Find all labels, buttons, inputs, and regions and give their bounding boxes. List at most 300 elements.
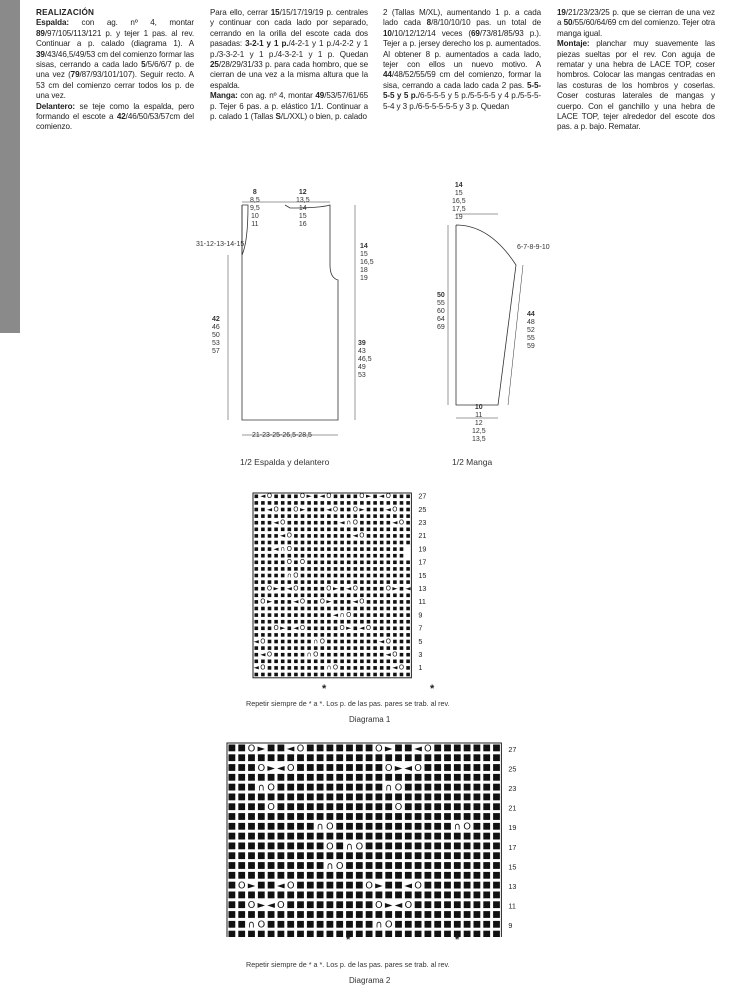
purl-stitch-symbol bbox=[261, 646, 265, 650]
purl-stitch-symbol bbox=[444, 745, 451, 752]
purl-stitch-symbol bbox=[387, 547, 391, 551]
purl-stitch-symbol bbox=[255, 521, 259, 525]
purl-stitch-symbol bbox=[493, 745, 500, 752]
purl-stitch-symbol bbox=[334, 673, 338, 677]
purl-stitch-symbol bbox=[393, 574, 397, 578]
purl-stitch-symbol bbox=[281, 501, 285, 505]
purl-stitch-symbol bbox=[464, 843, 471, 850]
purl-stitch-symbol bbox=[297, 862, 304, 869]
purl-stitch-symbol bbox=[307, 901, 314, 908]
purl-stitch-symbol bbox=[434, 833, 441, 840]
purl-stitch-symbol bbox=[434, 823, 441, 830]
purl-stitch-symbol bbox=[385, 774, 392, 781]
purl-stitch-symbol bbox=[415, 833, 422, 840]
row-number: 7 bbox=[418, 623, 423, 633]
decrease-symbol: ◄ bbox=[352, 531, 358, 540]
purl-stitch-symbol bbox=[385, 931, 392, 937]
purl-stitch-symbol bbox=[405, 852, 412, 859]
purl-stitch-symbol bbox=[261, 594, 265, 598]
purl-stitch-symbol bbox=[385, 794, 392, 801]
purl-stitch-symbol bbox=[334, 580, 338, 584]
purl-stitch-symbol bbox=[367, 666, 371, 670]
purl-stitch-symbol bbox=[360, 646, 364, 650]
purl-stitch-symbol bbox=[493, 862, 500, 869]
purl-stitch-symbol bbox=[434, 764, 441, 771]
purl-stitch-symbol bbox=[444, 784, 451, 791]
purl-stitch-symbol bbox=[464, 764, 471, 771]
purl-stitch-symbol bbox=[229, 833, 236, 840]
purl-stitch-symbol bbox=[434, 774, 441, 781]
purl-stitch-symbol bbox=[356, 931, 363, 937]
purl-stitch-symbol bbox=[347, 508, 351, 512]
purl-stitch-symbol bbox=[307, 921, 314, 928]
purl-stitch-symbol bbox=[366, 803, 373, 810]
purl-stitch-symbol bbox=[281, 646, 285, 650]
purl-stitch-symbol bbox=[229, 823, 236, 830]
purl-stitch-symbol bbox=[444, 892, 451, 899]
purl-stitch-symbol bbox=[314, 567, 318, 571]
purl-stitch-symbol bbox=[307, 508, 311, 512]
purl-stitch-symbol bbox=[464, 745, 471, 752]
yarn-over-symbol: O bbox=[247, 900, 256, 912]
purl-stitch-symbol bbox=[334, 646, 338, 650]
purl-stitch-symbol bbox=[248, 803, 255, 810]
yarn-over-symbol: O bbox=[319, 637, 325, 646]
yarn-over-symbol: O bbox=[385, 492, 391, 501]
total-length-label: 42 46 50 53 57 bbox=[212, 316, 220, 355]
purl-stitch-symbol bbox=[255, 528, 259, 532]
yarn-over-symbol: O bbox=[299, 558, 306, 567]
row-number: 25 bbox=[418, 504, 427, 514]
purl-stitch-symbol bbox=[425, 921, 432, 928]
purl-stitch-symbol bbox=[287, 852, 294, 859]
purl-stitch-symbol bbox=[294, 501, 298, 505]
purl-stitch-symbol bbox=[281, 561, 285, 565]
purl-stitch-symbol bbox=[376, 931, 383, 937]
purl-stitch-symbol bbox=[248, 872, 255, 879]
purl-stitch-symbol bbox=[454, 813, 461, 820]
yarn-over-symbol: O bbox=[392, 650, 398, 659]
purl-stitch-symbol bbox=[274, 574, 278, 578]
purl-stitch-symbol bbox=[400, 541, 404, 545]
purl-stitch-symbol bbox=[406, 627, 410, 631]
purl-stitch-symbol bbox=[336, 784, 343, 791]
purl-stitch-symbol bbox=[294, 666, 298, 670]
purl-stitch-symbol bbox=[356, 754, 363, 761]
purl-stitch-symbol bbox=[483, 901, 490, 908]
purl-stitch-symbol bbox=[278, 921, 285, 928]
purl-stitch-symbol bbox=[307, 594, 311, 598]
purl-stitch-symbol bbox=[454, 833, 461, 840]
purl-stitch-symbol bbox=[464, 774, 471, 781]
purl-stitch-symbol bbox=[356, 813, 363, 820]
purl-stitch-symbol bbox=[406, 673, 410, 677]
purl-stitch-symbol bbox=[294, 547, 298, 551]
purl-stitch-symbol bbox=[434, 813, 441, 820]
purl-stitch-symbol bbox=[294, 660, 298, 664]
purl-stitch-symbol bbox=[354, 528, 358, 532]
purl-stitch-symbol bbox=[307, 833, 314, 840]
purl-stitch-symbol bbox=[336, 745, 343, 752]
decrease-symbol: ► bbox=[346, 624, 352, 633]
purl-stitch-symbol bbox=[321, 653, 325, 657]
purl-stitch-symbol bbox=[406, 567, 410, 571]
purl-stitch-symbol bbox=[327, 501, 331, 505]
purl-stitch-symbol bbox=[255, 607, 259, 611]
yarn-over-symbol: O bbox=[385, 584, 391, 593]
purl-stitch-symbol bbox=[395, 921, 402, 928]
purl-stitch-symbol bbox=[307, 803, 314, 810]
purl-stitch-symbol bbox=[425, 774, 432, 781]
purl-stitch-symbol bbox=[268, 872, 275, 879]
purl-stitch-symbol bbox=[393, 646, 397, 650]
yarn-over-symbol: O bbox=[247, 743, 256, 755]
purl-stitch-symbol bbox=[301, 666, 305, 670]
purl-stitch-symbol bbox=[356, 803, 363, 810]
purl-stitch-symbol bbox=[340, 660, 344, 664]
purl-stitch-symbol bbox=[301, 587, 305, 591]
purl-stitch-symbol bbox=[493, 892, 500, 899]
page-edge-bar bbox=[0, 0, 20, 333]
instructions-column-2 bbox=[210, 8, 368, 122]
decrease-symbol: ◄ bbox=[352, 597, 358, 606]
purl-stitch-symbol bbox=[314, 580, 318, 584]
purl-stitch-symbol bbox=[464, 794, 471, 801]
purl-stitch-symbol bbox=[274, 514, 278, 518]
purl-stitch-symbol bbox=[288, 594, 292, 598]
purl-stitch-symbol bbox=[301, 554, 305, 558]
purl-stitch-symbol bbox=[274, 633, 278, 637]
purl-stitch-symbol bbox=[380, 646, 384, 650]
purl-stitch-symbol bbox=[395, 862, 402, 869]
purl-stitch-symbol bbox=[327, 534, 331, 538]
decrease-symbol: ◄ bbox=[277, 880, 285, 892]
purl-stitch-symbol bbox=[321, 501, 325, 505]
purl-stitch-symbol bbox=[255, 501, 259, 505]
purl-stitch-symbol bbox=[406, 646, 410, 650]
purl-stitch-symbol bbox=[274, 534, 278, 538]
purl-stitch-symbol bbox=[307, 501, 311, 505]
decrease-symbol: ◄ bbox=[266, 505, 273, 514]
purl-stitch-symbol bbox=[327, 673, 331, 677]
purl-stitch-symbol bbox=[380, 508, 384, 512]
purl-stitch-symbol bbox=[376, 764, 383, 771]
purl-stitch-symbol bbox=[281, 620, 285, 624]
rich-text: Para ello, cerrar 15/15/17/19/19 p. centrales y continuar con cada lado por separado, cerrando en la orilla del escote cada dos pasadas: 3-2-1 y 1 p./4-2-1 y 1 p./4-2-2 y 1 p./3-3-2-1 y 1 p./4-3-2-1 y 1 p. Quedan 25/28/29/31/33 p. para cada hombro, que se cierran de una vez a la misma altura que la espalda. bbox=[210, 8, 369, 90]
purl-stitch-symbol bbox=[274, 646, 278, 650]
purl-stitch-symbol bbox=[393, 627, 397, 631]
purl-stitch-symbol bbox=[380, 607, 384, 611]
purl-stitch-symbol bbox=[340, 561, 344, 565]
purl-stitch-symbol bbox=[454, 901, 461, 908]
purl-stitch-symbol bbox=[347, 574, 351, 578]
purl-stitch-symbol bbox=[317, 764, 324, 771]
purl-stitch-symbol bbox=[347, 653, 351, 657]
purl-stitch-symbol bbox=[425, 794, 432, 801]
purl-stitch-symbol bbox=[297, 813, 304, 820]
purl-stitch-symbol bbox=[346, 911, 353, 918]
purl-stitch-symbol bbox=[238, 833, 245, 840]
purl-stitch-symbol bbox=[321, 646, 325, 650]
purl-stitch-symbol bbox=[380, 587, 384, 591]
purl-stitch-symbol bbox=[347, 534, 351, 538]
purl-stitch-symbol bbox=[288, 580, 292, 584]
decrease-symbol: ► bbox=[359, 505, 365, 514]
decrease-symbol: ◄ bbox=[253, 637, 259, 646]
purl-stitch-symbol bbox=[367, 521, 371, 525]
purl-stitch-symbol bbox=[255, 653, 259, 657]
purl-stitch-symbol bbox=[248, 892, 255, 899]
purl-stitch-symbol bbox=[307, 843, 314, 850]
purl-stitch-symbol bbox=[321, 613, 325, 617]
purl-stitch-symbol bbox=[347, 660, 351, 664]
purl-stitch-symbol bbox=[238, 931, 245, 937]
purl-stitch-symbol bbox=[314, 521, 318, 525]
purl-stitch-symbol bbox=[307, 528, 311, 532]
purl-stitch-symbol bbox=[336, 911, 343, 918]
purl-stitch-symbol bbox=[346, 882, 353, 889]
row-number: 17 bbox=[508, 842, 517, 852]
purl-stitch-symbol bbox=[294, 495, 298, 499]
purl-stitch-symbol bbox=[268, 528, 272, 532]
purl-stitch-symbol bbox=[346, 852, 353, 859]
purl-stitch-symbol bbox=[354, 580, 358, 584]
purl-stitch-symbol bbox=[294, 640, 298, 644]
yarn-over-symbol: O bbox=[280, 518, 286, 527]
purl-stitch-symbol bbox=[340, 514, 344, 518]
purl-stitch-symbol bbox=[238, 813, 245, 820]
purl-stitch-symbol bbox=[356, 833, 363, 840]
decrease-symbol: ◄ bbox=[332, 610, 339, 619]
yarn-over-symbol: O bbox=[277, 900, 285, 912]
purl-stitch-symbol bbox=[444, 931, 451, 937]
decrease-symbol: ∩ bbox=[247, 919, 256, 931]
purl-stitch-symbol bbox=[336, 892, 343, 899]
purl-stitch-symbol bbox=[483, 892, 490, 899]
purl-stitch-symbol bbox=[321, 508, 325, 512]
purl-stitch-symbol bbox=[334, 567, 338, 571]
decrease-symbol: ∩ bbox=[313, 637, 319, 646]
purl-stitch-symbol bbox=[415, 852, 422, 859]
purl-stitch-symbol bbox=[307, 823, 314, 830]
yarn-over-symbol: O bbox=[385, 637, 391, 646]
purl-stitch-symbol bbox=[360, 594, 364, 598]
purl-stitch-symbol bbox=[373, 541, 377, 545]
purl-stitch-symbol bbox=[347, 547, 351, 551]
purl-stitch-symbol bbox=[274, 640, 278, 644]
purl-stitch-symbol bbox=[327, 813, 334, 820]
stitch-diagram-1 bbox=[252, 492, 514, 687]
section-heading: REALIZACIÓN bbox=[36, 8, 95, 17]
purl-stitch-symbol bbox=[395, 872, 402, 879]
purl-stitch-symbol bbox=[387, 673, 391, 677]
purl-stitch-symbol bbox=[393, 501, 397, 505]
purl-stitch-symbol bbox=[268, 911, 275, 918]
purl-stitch-symbol bbox=[415, 784, 422, 791]
purl-stitch-symbol bbox=[454, 911, 461, 918]
purl-stitch-symbol bbox=[288, 528, 292, 532]
purl-stitch-symbol bbox=[425, 872, 432, 879]
purl-stitch-symbol bbox=[354, 673, 358, 677]
purl-stitch-symbol bbox=[248, 764, 255, 771]
purl-stitch-symbol bbox=[354, 660, 358, 664]
purl-stitch-symbol bbox=[314, 666, 318, 670]
purl-stitch-symbol bbox=[307, 862, 314, 869]
purl-stitch-symbol bbox=[281, 580, 285, 584]
purl-stitch-symbol bbox=[258, 813, 265, 820]
purl-stitch-symbol bbox=[278, 833, 285, 840]
instructions-column-4 bbox=[557, 8, 715, 133]
purl-stitch-symbol bbox=[415, 872, 422, 879]
purl-stitch-symbol bbox=[347, 640, 351, 644]
purl-stitch-symbol bbox=[297, 892, 304, 899]
purl-stitch-symbol bbox=[354, 646, 358, 650]
purl-stitch-symbol bbox=[268, 627, 272, 631]
purl-stitch-symbol bbox=[346, 813, 353, 820]
purl-stitch-symbol bbox=[336, 901, 343, 908]
purl-stitch-symbol bbox=[327, 620, 331, 624]
purl-stitch-symbol bbox=[393, 554, 397, 558]
purl-stitch-symbol bbox=[395, 774, 402, 781]
purl-stitch-symbol bbox=[307, 673, 311, 677]
yarn-over-symbol: O bbox=[267, 782, 275, 794]
purl-stitch-symbol bbox=[415, 911, 422, 918]
purl-stitch-symbol bbox=[346, 745, 353, 752]
purl-stitch-symbol bbox=[281, 541, 285, 545]
purl-stitch-symbol bbox=[356, 921, 363, 928]
purl-stitch-symbol bbox=[387, 521, 391, 525]
purl-stitch-symbol bbox=[425, 754, 432, 761]
purl-stitch-symbol bbox=[301, 607, 305, 611]
purl-stitch-symbol bbox=[258, 862, 265, 869]
purl-stitch-symbol bbox=[356, 892, 363, 899]
row-number: 19 bbox=[418, 544, 427, 554]
purl-stitch-symbol bbox=[321, 561, 325, 565]
yarn-over-symbol: O bbox=[424, 743, 432, 755]
yarn-over-symbol: O bbox=[293, 571, 299, 580]
purl-stitch-symbol bbox=[321, 660, 325, 664]
purl-stitch-symbol bbox=[393, 561, 397, 565]
purl-stitch-symbol bbox=[454, 862, 461, 869]
purl-stitch-symbol bbox=[297, 911, 304, 918]
purl-stitch-symbol bbox=[340, 501, 344, 505]
yarn-over-symbol: O bbox=[293, 505, 299, 514]
body-caption: 1/2 Espalda y delantero bbox=[240, 457, 330, 467]
purl-stitch-symbol bbox=[334, 514, 338, 518]
purl-stitch-symbol bbox=[255, 514, 259, 518]
purl-stitch-symbol bbox=[434, 754, 441, 761]
purl-stitch-symbol bbox=[405, 872, 412, 879]
purl-stitch-symbol bbox=[321, 666, 325, 670]
row-number: 19 bbox=[508, 823, 517, 833]
purl-stitch-symbol bbox=[347, 541, 351, 545]
purl-stitch-symbol bbox=[444, 843, 451, 850]
purl-stitch-symbol bbox=[307, 754, 314, 761]
decrease-symbol: ◄ bbox=[392, 663, 398, 672]
purl-stitch-symbol bbox=[281, 567, 285, 571]
purl-stitch-symbol bbox=[347, 620, 351, 624]
purl-stitch-symbol bbox=[288, 633, 292, 637]
purl-stitch-symbol bbox=[395, 813, 402, 820]
purl-stitch-symbol bbox=[314, 547, 318, 551]
purl-stitch-symbol bbox=[387, 633, 391, 637]
purl-stitch-symbol bbox=[474, 745, 481, 752]
purl-stitch-symbol bbox=[376, 852, 383, 859]
purl-stitch-symbol bbox=[307, 600, 311, 604]
yarn-over-symbol: O bbox=[384, 919, 393, 931]
purl-stitch-symbol bbox=[385, 882, 392, 889]
purl-stitch-symbol bbox=[268, 521, 272, 525]
purl-stitch-symbol bbox=[294, 653, 298, 657]
purl-stitch-symbol bbox=[393, 514, 397, 518]
purl-stitch-symbol bbox=[307, 882, 314, 889]
purl-stitch-symbol bbox=[366, 901, 373, 908]
yarn-over-symbol: O bbox=[267, 802, 275, 814]
decrease-symbol: ◄ bbox=[277, 762, 285, 774]
purl-stitch-symbol bbox=[258, 872, 265, 879]
purl-stitch-symbol bbox=[238, 901, 245, 908]
purl-stitch-symbol bbox=[444, 774, 451, 781]
decrease-symbol: ► bbox=[266, 597, 273, 606]
purl-stitch-symbol bbox=[278, 774, 285, 781]
purl-stitch-symbol bbox=[248, 833, 255, 840]
purl-stitch-symbol bbox=[425, 901, 432, 908]
purl-stitch-symbol bbox=[406, 620, 410, 624]
row-number: 11 bbox=[508, 901, 516, 911]
yarn-over-symbol: O bbox=[332, 505, 339, 514]
purl-stitch-symbol bbox=[474, 862, 481, 869]
purl-stitch-symbol bbox=[294, 554, 298, 558]
purl-stitch-symbol bbox=[278, 754, 285, 761]
row-number: 13 bbox=[418, 584, 427, 593]
purl-stitch-symbol bbox=[367, 574, 371, 578]
purl-stitch-symbol bbox=[238, 892, 245, 899]
purl-stitch-symbol bbox=[434, 872, 441, 879]
purl-stitch-symbol bbox=[268, 794, 275, 801]
purl-stitch-symbol bbox=[405, 911, 412, 918]
sleeve-side-label: 44 48 52 55 59 bbox=[527, 311, 535, 350]
purl-stitch-symbol bbox=[238, 843, 245, 850]
yarn-over-symbol: O bbox=[266, 492, 273, 501]
purl-stitch-symbol bbox=[274, 580, 278, 584]
purl-stitch-symbol bbox=[474, 901, 481, 908]
purl-stitch-symbol bbox=[474, 764, 481, 771]
yarn-over-symbol: O bbox=[352, 518, 358, 527]
purl-stitch-symbol bbox=[367, 620, 371, 624]
purl-stitch-symbol bbox=[347, 646, 351, 650]
purl-stitch-symbol bbox=[360, 607, 364, 611]
purl-stitch-symbol bbox=[307, 911, 314, 918]
purl-stitch-symbol bbox=[380, 613, 384, 617]
purl-stitch-symbol bbox=[294, 613, 298, 617]
purl-stitch-symbol bbox=[327, 911, 334, 918]
purl-stitch-symbol bbox=[261, 613, 265, 617]
purl-stitch-symbol bbox=[434, 862, 441, 869]
purl-stitch-symbol bbox=[454, 843, 461, 850]
purl-stitch-symbol bbox=[356, 862, 363, 869]
purl-stitch-symbol bbox=[288, 600, 292, 604]
purl-stitch-symbol bbox=[354, 640, 358, 644]
purl-stitch-symbol bbox=[261, 514, 265, 518]
purl-stitch-symbol bbox=[346, 901, 353, 908]
rich-text: Espalda: con ag. nº 4, montar 89/97/105/113/121 p. y tejer 1 pas. al rev. Continuar a p. calado (diagrama 1). A 39/43/46,5/49/53 cm del comienzo formar las sisas, cerrando a cada lado 5/5/6/6/7 p. de una vez (79/87/93/101/107). Seguir recto. A 53 cm del comienzo cerrar todos los p. de una vez. bbox=[36, 18, 194, 101]
purl-stitch-symbol bbox=[464, 931, 471, 937]
decrease-symbol: ◄ bbox=[394, 900, 403, 912]
purl-stitch-symbol bbox=[474, 774, 481, 781]
purl-stitch-symbol bbox=[287, 803, 294, 810]
purl-stitch-symbol bbox=[373, 561, 377, 565]
purl-stitch-symbol bbox=[373, 587, 377, 591]
